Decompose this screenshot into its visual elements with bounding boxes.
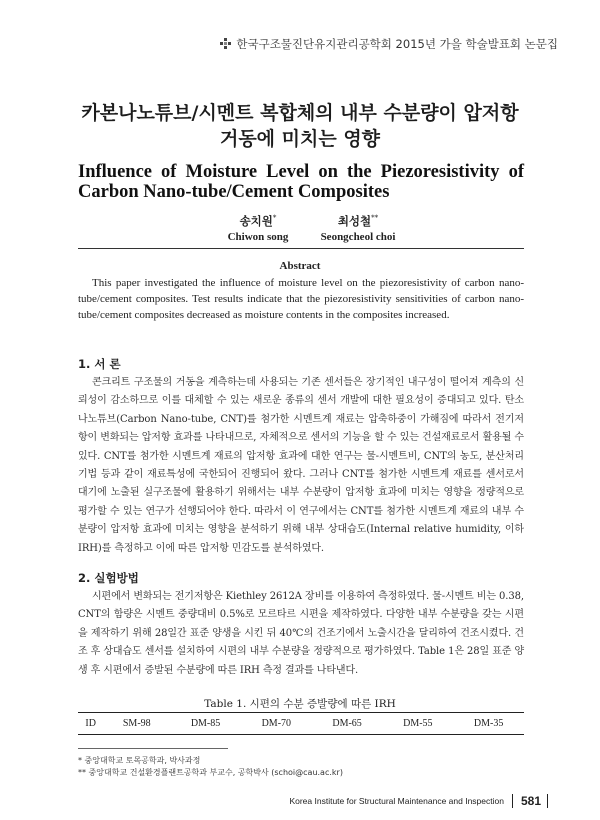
table-header-cell: DM-35 — [453, 713, 524, 735]
author-name-ko: 최성철 — [337, 213, 372, 228]
english-title-line1 — [78, 162, 524, 182]
table-header-row — [78, 713, 524, 735]
page-footer — [289, 794, 548, 808]
author-2 — [298, 210, 418, 245]
title-word: Moisture — [185, 162, 258, 182]
author-mark: * — [272, 214, 277, 222]
section-heading-method: 2. 실험방법 — [78, 571, 139, 585]
section-heading-introduction: 1. 서 론 — [78, 357, 121, 371]
korean-title — [0, 100, 600, 152]
table-caption: Table 1. 시편의 수분 증발량에 따른 IRH — [204, 698, 396, 710]
divider-rule — [78, 248, 524, 249]
table-1 — [78, 712, 524, 735]
title-word: of — [161, 162, 177, 182]
footnote-2: ** 중앙대학교 건설환경플랜트공학과 부교수, 공학박사 (schoi@cau.ac.kr) — [78, 768, 343, 777]
title-word: of — [508, 162, 524, 182]
footnote-1: * 중앙대학교 토목공학과, 박사과정 — [78, 756, 201, 765]
title-word: Piezoresistivity — [380, 162, 500, 182]
footer-separator — [512, 794, 513, 808]
table-header-cell: ID — [78, 713, 103, 735]
introduction-paragraph: 콘크리트 구조물의 거동을 계측하는데 사용되는 기존 센서들은 장기적인 내구성이 떨어져 계측의 신뢰성이 감소하므로 이를 대체할 수 있는 새로운 종류의 센서 개발에 대한 필요성이 증대되고 있다. 탄소나노튜브(Carbon Nano-tube, CNT)를 첨가한 시멘트계 재료는 압축하중이 가해짐에 따라서 전기저항이 변화되는 압저항 효과를 나타내므로, 자체적으로 센서의 기능을 할 수 있는 건설재료로서 활용될 수 있다. CNT를 첨가한 시멘트계 재료의 압저항 효과에 대한 연구는 물-시멘트비, CNT의 농도, 분산처리 기법 등과 같이 재료특성에 국한되어 진행되어 왔다. 그러나 CNT를 첨가한 시멘트계 재료를 센서로서 대기에 노출된 실구조물에 활용하기 위해서는 내부 수분량이 압저항 효과에 미치는 영향을 정량적으로 평가할 수 있는 연구가 선행되어야 한다. 따라서 이 연구에서는 CNT를 첨가한 시멘트계 재료의 내부 수분량이 압저항 효과에 미치는 영향을 분석하기 위해 내부 상대습도(Internal relative humidity, 이하 IRH)를 측정하고 이에 따른 압저항 민감도를 분석하였다. — [78, 377, 524, 554]
title-word: the — [346, 162, 372, 182]
page-number: 581 — [520, 794, 541, 808]
abstract-text: This paper investigated the influence of moisture level on the piezoresistivity of carbon nano-tube/cement composites. Test results indicate that the piezoresistivity sensitivities of carbon nano-tube/cement composites decreased as moisture contents in the composites increased. — [78, 277, 524, 321]
method-paragraph: 시편에서 변화되는 전기저항은 Kiethley 2612A 장비를 이용하여 측정하였다. 물-시멘트 비는 0.38, CNT의 함량은 시멘트 중량대비 0.5%로 모르타르 시편을 제작하였다. 다양한 내부 수분량을 갖는 시편을 제작하기 위해 28일간 표준 양생을 시킨 뒤 40℃의 건조기에서 노출시간을 달리하여 건조시켰다. 건조 후 상대습도 센서를 설치하여 시편의 내부 수분량을 정량적으로 평가하였다. Table 1은 28일 표준 양생 후 시편에서 증발된 수분량에 따른 IRH 측정 결과를 나타낸다. — [78, 591, 524, 676]
korean-title-line2: 거동에 미치는 영향 — [219, 128, 381, 150]
footer-institute: Korea Institute for Structural Maintenance and Inspection — [289, 796, 504, 806]
title-word: on — [318, 162, 338, 182]
author-name-ko: 송치원 — [239, 213, 273, 228]
abstract-heading: Abstract — [279, 260, 321, 272]
title-word: Influence — [78, 162, 152, 182]
footnote-rule — [78, 748, 228, 749]
table-header-cell: DM-85 — [170, 713, 241, 735]
running-header — [220, 36, 558, 52]
author-mark: ** — [371, 214, 379, 222]
korean-title-line1: 카본나노튜브/시멘트 복합체의 내부 수분량이 압저항 — [81, 102, 519, 124]
english-title-line2: Carbon Nano-tube/Cement Composites — [78, 182, 390, 202]
author-name-en: Chiwon song — [227, 230, 289, 243]
title-word: Level — [266, 162, 310, 182]
table-header-cell: DM-55 — [382, 713, 453, 735]
author-name-en: Seongcheol choi — [320, 230, 396, 243]
table-header-cell: DM-70 — [241, 713, 312, 735]
table-header-cell: SM-98 — [103, 713, 170, 735]
society-logo-icon — [220, 38, 232, 50]
footer-separator — [547, 794, 548, 808]
table-header-cell: DM-65 — [312, 713, 383, 735]
header-text: 한국구조물진단유지관리공학회 2015년 가을 학술발표회 논문집 — [236, 37, 558, 51]
english-title — [78, 162, 524, 202]
